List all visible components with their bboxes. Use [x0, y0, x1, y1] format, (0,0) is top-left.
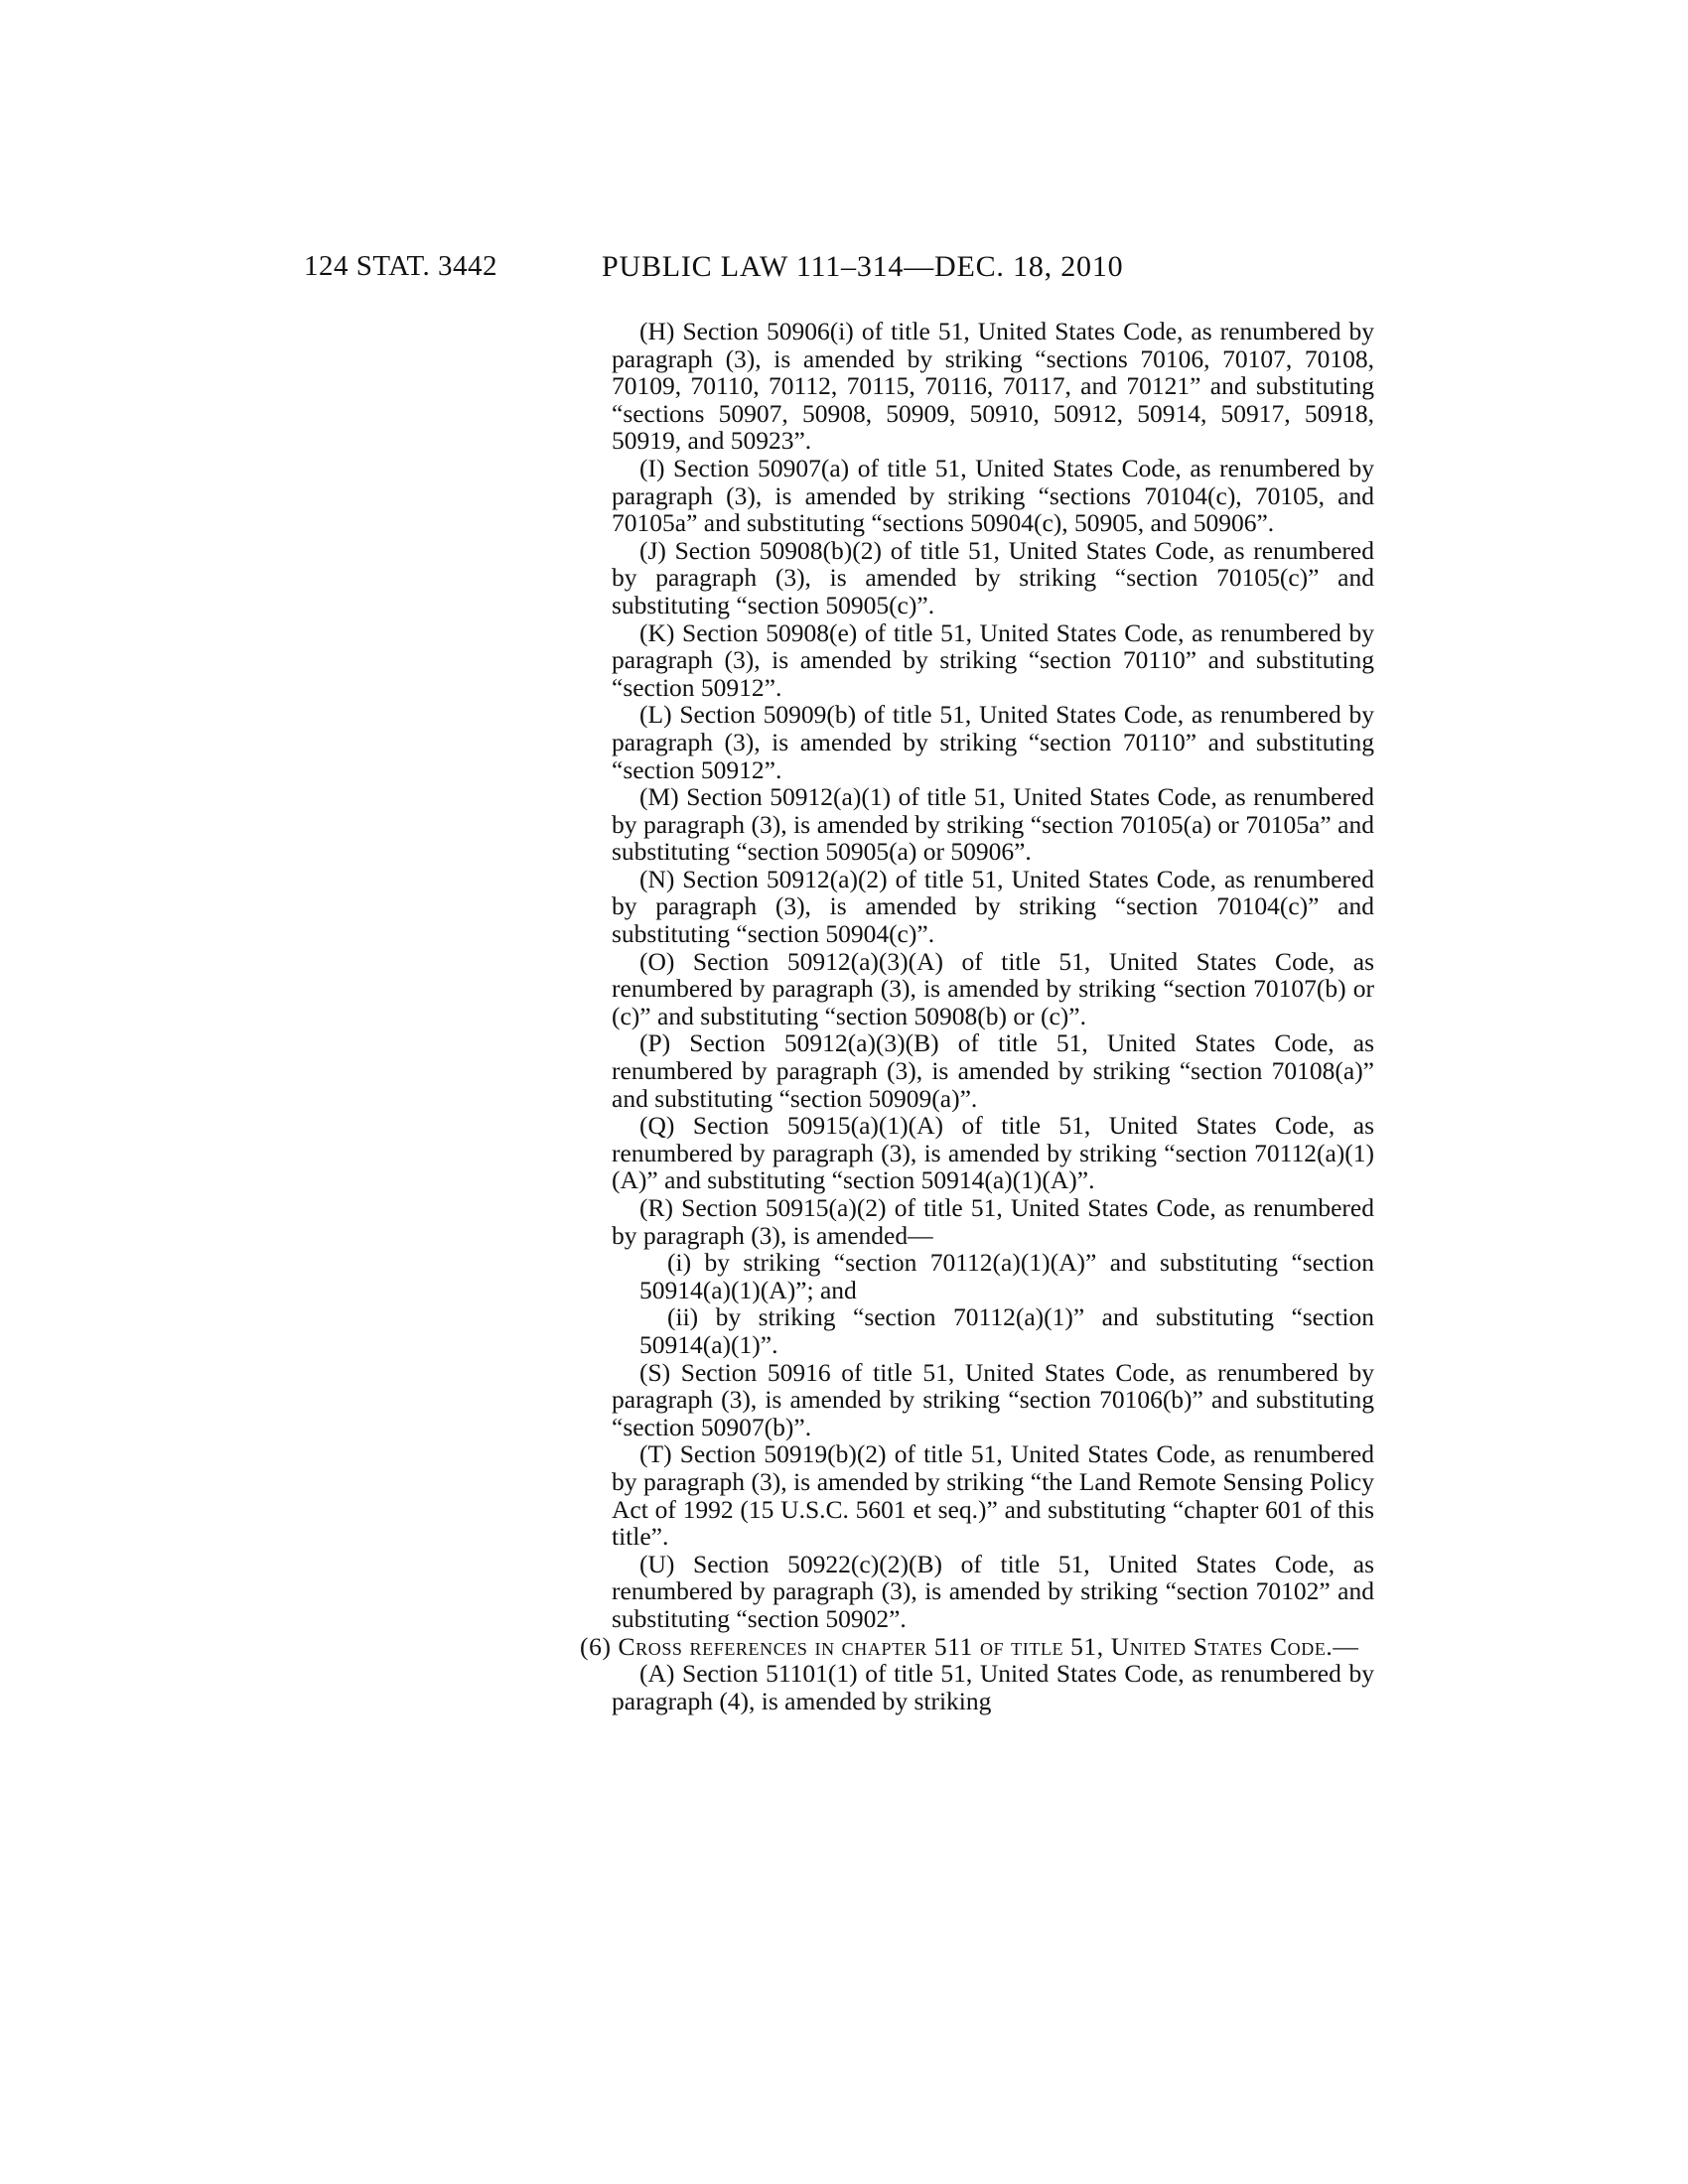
paragraph-i: (I) Section 50907(a) of title 51, United States Code, as renumbered by paragraph (3), is amended by striking “sections 70104(c), 70105, and 70105a” and substituting “sections 50904(c), 50905, and 50906”. — [612, 453, 1374, 538]
paragraph-u: (U) Section 50922(c)(2)(B) of title 51, United States Code, as renumbered by paragraph (3), is amended by striking “section 70102” and substituting “section 50902”. — [612, 1549, 1374, 1633]
page-header — [304, 250, 1366, 290]
paragraph-6a: (A) Section 51101(1) of title 51, United States Code, as renumbered by paragraph (4), is amended by striking — [612, 1659, 1374, 1715]
clause-r-ii: (ii) by striking “section 70112(a)(1)” and substituting “section 50914(a)(1)”. — [639, 1302, 1374, 1359]
paragraph-l: (L) Section 50909(b) of title 51, United States Code, as renumbered by paragraph (3), is amended by striking “section 70110” and substituting “section 50912”. — [612, 700, 1374, 784]
paragraph-n: (N) Section 50912(a)(2) of title 51, United States Code, as renumbered by paragraph (3), is amended by striking “section 70104(c)” and substituting “section 50904(c)”. — [612, 864, 1374, 949]
paragraph-t: (T) Section 50919(b)(2) of title 51, United States Code, as renumbered by paragraph (3), is amended by striking “the Land Remote Sensing Policy Act of 1992 (15 U.S.C. 5601 et seq.)” and substituting “chapter 601 of this title”. — [612, 1439, 1374, 1552]
paragraph-h: (H) Section 50906(i) of title 51, United States Code, as renumbered by paragraph (3), is amended by striking “sections 70106, 70107, 70108, 70109, 70110, 70112, 70115, 70116, 70117, and 70121” and substituting “sections 50907, 50908, 50909, 50910, 50912, 50914, 50917, 50918, 50919, and 50923”. — [612, 317, 1374, 456]
paragraph-m: (M) Section 50912(a)(1) of title 51, United States Code, as renumbered by paragraph (3), is amended by striking “section 70105(a) or 70105a” and substituting “section 50905(a) or 50906”. — [612, 782, 1374, 867]
paragraph-6-heading: (6) Cross references in chapter 511 of title 51, United States Code.— — [580, 1631, 1359, 1661]
paragraph-r: (R) Section 50915(a)(2) of title 51, United States Code, as renumbered by paragraph (3), is amended— — [612, 1193, 1374, 1250]
document-body — [552, 318, 1374, 1714]
law-title: PUBLIC LAW 111–314—DEC. 18, 2010 — [602, 250, 1124, 283]
paragraph-o: (O) Section 50912(a)(3)(A) of title 51, United States Code, as renumbered by paragraph (3), is amended by striking “section 70107(b) or (c)” and substituting “section 50908(b) or (c)”. — [612, 946, 1374, 1030]
paragraph-j: (J) Section 50908(b)(2) of title 51, United States Code, as renumbered by paragraph (3), is amended by striking “section 70105(c)” and substituting “section 50905(c)”. — [612, 535, 1374, 619]
paragraph-s: (S) Section 50916 of title 51, United States Code, as renumbered by paragraph (3), is amended by striking “section 70106(b)” and substituting “section 50907(b)”. — [612, 1357, 1374, 1441]
paragraph-p: (P) Section 50912(a)(3)(B) of title 51, United States Code, as renumbered by paragraph (3), is amended by striking “section 70108(a)” and substituting “section 50909(a)”. — [612, 1028, 1374, 1113]
stat-reference: 124 STAT. 3442 — [304, 250, 498, 282]
clause-r-i: (i) by striking “section 70112(a)(1)(A)” and substituting “section 50914(a)(1)(A)”; and — [639, 1248, 1374, 1304]
paragraph-k: (K) Section 50908(e) of title 51, United States Code, as renumbered by paragraph (3), is amended by striking “section 70110” and substituting “section 50912”. — [612, 617, 1374, 702]
paragraph-q: (Q) Section 50915(a)(1)(A) of title 51, United States Code, as renumbered by paragraph (3), is amended by striking “section 70112(a)(1)(A)” and substituting “section 50914(a)(1)(A)”. — [612, 1111, 1374, 1195]
